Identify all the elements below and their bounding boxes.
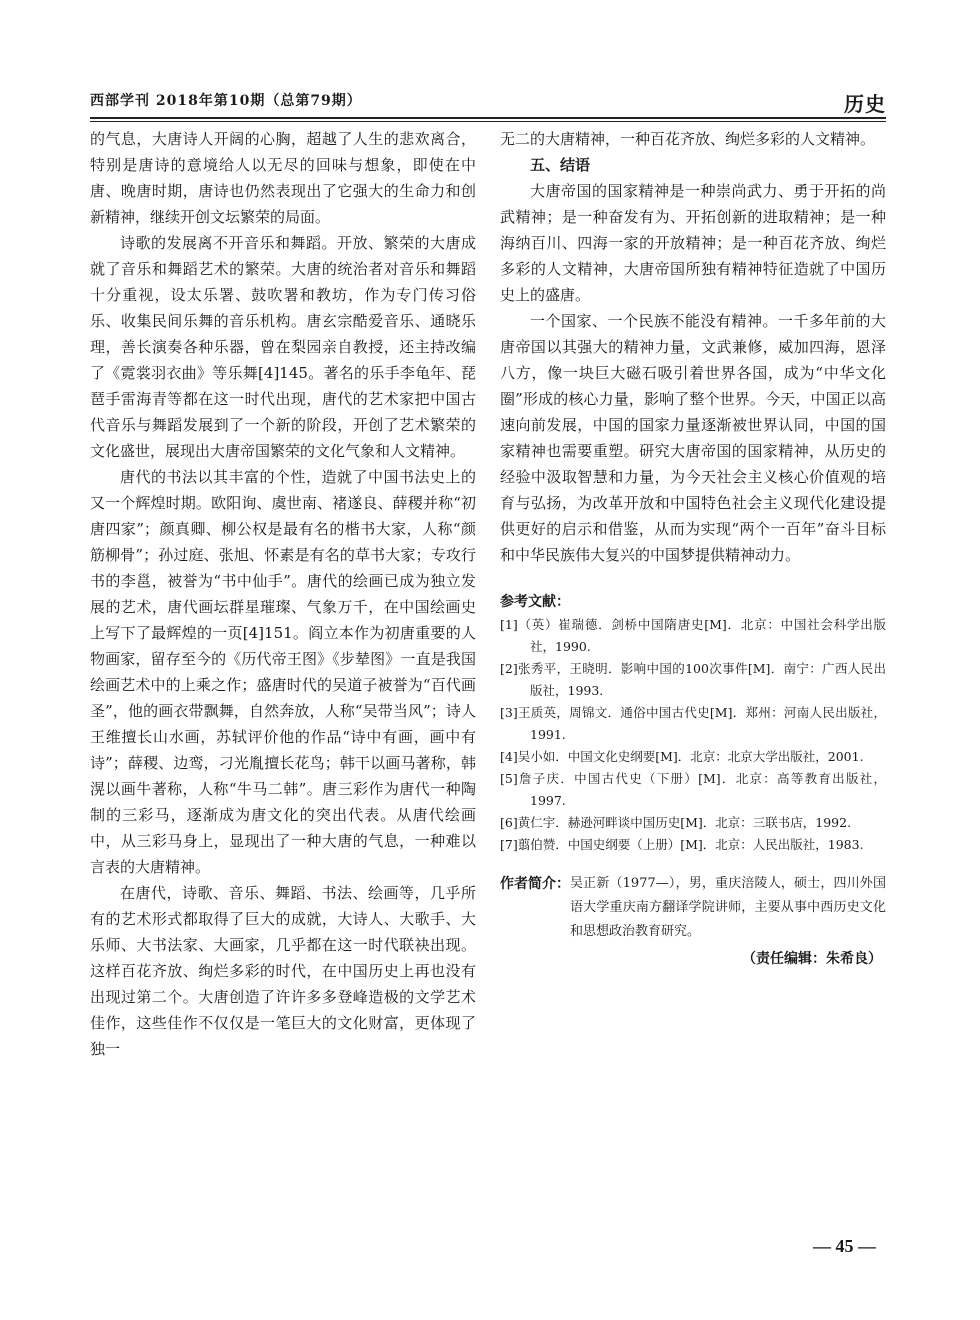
left-column [90, 126, 476, 1062]
left-paragraph-2: 诗歌的发展离不开音乐和舞蹈。开放、繁荣的大唐成就了音乐和舞蹈艺术的繁荣。大唐的统治者对音乐和舞蹈十分重视，设太乐署、鼓吹署和教坊，作为专门传习俗乐、收集民间乐舞的音乐机构。唐玄宗酷爱音乐、通晓乐理，善长演奏各种乐器，曾在梨园亲自教授，还主持改编了《霓裳羽衣曲》等乐舞[4]145。著名的乐手李龟年、琵琶手雷海青等都在这一时代出现，唐代的艺术家把中国古代音乐与舞蹈发展到了一个新的阶段，开创了艺术繁荣的文化盛世，展现出大唐帝国繁荣的文化气象和人文精神。 [90, 234, 476, 460]
header-rule-thick [90, 117, 886, 119]
right-column [500, 126, 886, 972]
page-header [90, 86, 886, 116]
header-rule-thin [90, 121, 886, 122]
reference-item: [5]詹子庆．中国古代史（下册）[M]．北京：高等教育出版社，1997. [500, 771, 886, 808]
author-bio-label: 作者简介： [500, 876, 570, 892]
author-bio-text: 吴正新（1977—），男，重庆涪陵人，硕士，四川外国语大学重庆南方翻译学院讲师，主要从事中西历史文化和思想政治教育研究。 [570, 876, 886, 939]
section-label: 历史 [844, 92, 886, 116]
references-list [500, 614, 886, 856]
reference-item: [7]翦伯赞．中国史纲要（上册）[M]．北京：人民出版社，1983. [500, 837, 864, 852]
reference-item: [6]黄仁宇．赫逊河畔谈中国历史[M]．北京：三联书店，1992. [500, 815, 852, 830]
left-paragraph-1: 的气息，大唐诗人开阔的心胸，超越了人生的悲欢离合，特别是唐诗的意境给人以无尽的回味与想象，即使在中唐、晚唐时期，唐诗也仍然表现出了它强大的生命力和创新精神，继续开创文坛繁荣的局面。 [90, 130, 476, 226]
reference-item: [1]（英）崔瑞德．剑桥中国隋唐史[M]．北京：中国社会科学出版社，1990. [500, 617, 886, 654]
page-number: — 45 — [813, 1236, 876, 1256]
conclusion-paragraph-1: 大唐帝国的国家精神是一种崇尚武力、勇于开拓的尚武精神；是一种奋发有为、开拓创新的进取精神；是一种海纳百川、四海一家的开放精神；是一种百花齐放、绚烂多彩的人文精神，大唐帝国所独有精神特征造就了中国历史上的盛唐。 [500, 182, 886, 304]
reference-item: [4]吴小如．中国文化史纲要[M]．北京：北京大学出版社，2001. [500, 749, 864, 764]
section-five-heading: 五、结语 [530, 156, 591, 174]
journal-title: 西部学刊 2018年第10期（总第79期） [90, 93, 362, 109]
references-title: 参考文献： [500, 594, 570, 610]
author-bio [500, 872, 886, 944]
responsible-editor: （责任编辑：朱希良） [742, 951, 882, 967]
reference-item: [3]王质英，周锦文．通俗中国古代史[M]．郑州：河南人民出版社，1991. [500, 705, 886, 742]
right-continuation: 无二的大唐精神，一种百花齐放、绚烂多彩的人文精神。 [500, 130, 876, 148]
left-paragraph-3: 唐代的书法以其丰富的个性，造就了中国书法史上的又一个辉煌时期。欧阳询、虞世南、褚遂良、薛稷并称“初唐四家”；颜真卿、柳公权是最有名的楷书大家，人称“颜筋柳骨”；孙过庭、张旭、怀素是有名的草书大家；专攻行书的李邕，被誉为“书中仙手”。唐代的绘画已成为独立发展的艺术，唐代画坛群星璀璨、气象万千，在中国绘画史上写下了最辉煌的一页[4]151。阎立本作为初唐重要的人物画家，留存至今的《历代帝王图》《步辇图》一直是我国绘画艺术中的上乘之作；盛唐时代的吴道子被誉为“百代画圣”，他的画衣带飘舞，自然奔放，人称“吴带当风”；诗人王维擅长山水画，苏轼评价他的作品“诗中有画，画中有诗”；薛稷、边鸾，刁光胤擅长花鸟；韩干以画马著称，韩滉以画牛著称，人称“牛马二韩”。唐三彩作为唐代一种陶制的三彩马，逐渐成为唐文化的突出代表。从唐代绘画中，从三彩马身上，显现出了一种大唐的气息，一种难以言表的大唐精神。 [90, 468, 476, 876]
left-paragraph-4: 在唐代，诗歌、音乐、舞蹈、书法、绘画等，几乎所有的艺术形式都取得了巨大的成就，大诗人、大歌手、大乐师、大书法家、大画家，几乎都在这一时代联袂出现。这样百花齐放、绚烂多彩的时代，在中国历史上再也没有出现过第二个。大唐创造了许许多多登峰造极的文学艺术佳作，这些佳作不仅仅是一笔巨大的文化财富，更体现了独一 [90, 884, 476, 1058]
reference-item: [2]张秀平，王晓明．影响中国的100次事件[M]．南宁：广西人民出版社，1993. [500, 661, 886, 698]
conclusion-paragraph-2: 一个国家、一个民族不能没有精神。一千多年前的大唐帝国以其强大的精神力量，文武兼修，威加四海，恩泽八方，像一块巨大磁石吸引着世界各国，成为“中华文化圈”形成的核心力量，影响了整个世界。今天，中国正以高速向前发展，中国的国家力量逐渐被世界认同，中国的国家精神也需要重塑。研究大唐帝国的国家精神，从历史的经验中汲取智慧和力量，为今天社会主义核心价值观的培育与弘扬，为改革开放和中国特色社会主义现代化建设提供更好的启示和借鉴，从而为实现“两个一百年”奋斗目标和中华民族伟大复兴的中国梦提供精神动力。 [500, 312, 886, 564]
